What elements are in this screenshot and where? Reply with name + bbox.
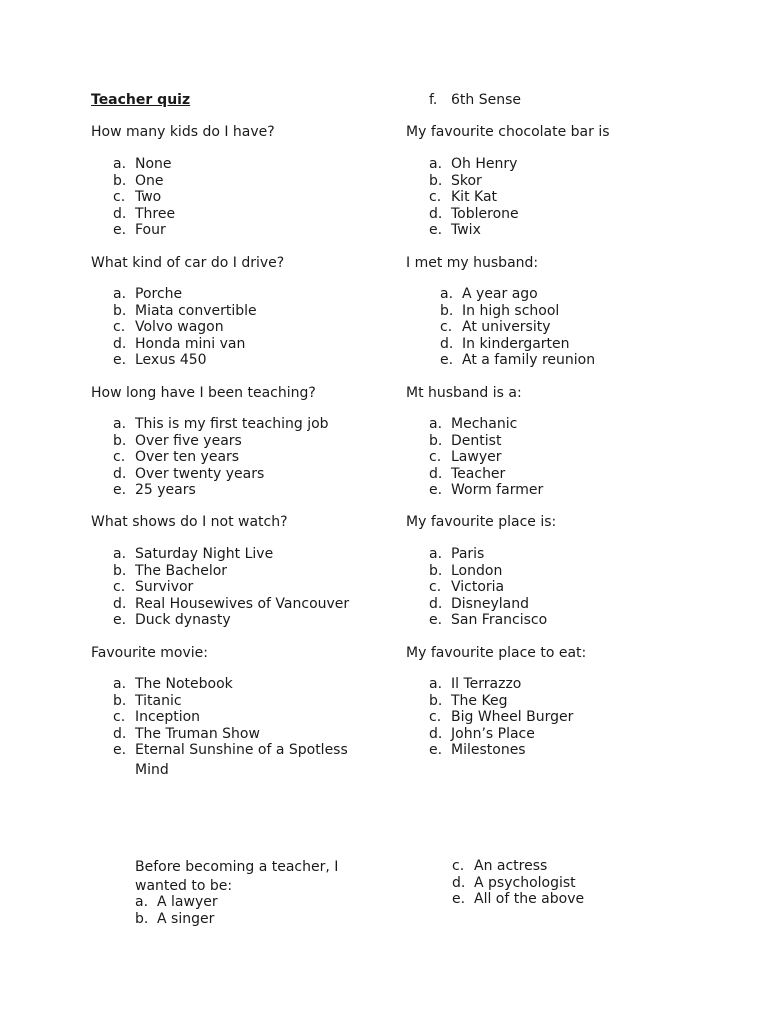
question-chocolate: My favourite chocolate bar is	[406, 124, 610, 140]
question-kids: How many kids do I have?	[91, 124, 275, 140]
question-movie: Favourite movie:	[91, 645, 208, 661]
question-before-teacher-line1: Before becoming a teacher, I	[135, 859, 339, 875]
question-place-eat: My favourite place to eat:	[406, 645, 587, 661]
question-car: What kind of car do I drive?	[91, 255, 285, 271]
question-husband-met: I met my husband:	[406, 255, 539, 271]
option-continuation: Mind	[135, 762, 169, 778]
question-shows: What shows do I not watch?	[91, 514, 288, 530]
question-teaching: How long have I been teaching?	[91, 385, 316, 401]
page-title: Teacher quiz	[91, 92, 191, 108]
question-husband-job: Mt husband is a:	[406, 385, 522, 401]
question-place: My favourite place is:	[406, 514, 557, 530]
question-before-teacher-line2: wanted to be:	[135, 878, 233, 894]
